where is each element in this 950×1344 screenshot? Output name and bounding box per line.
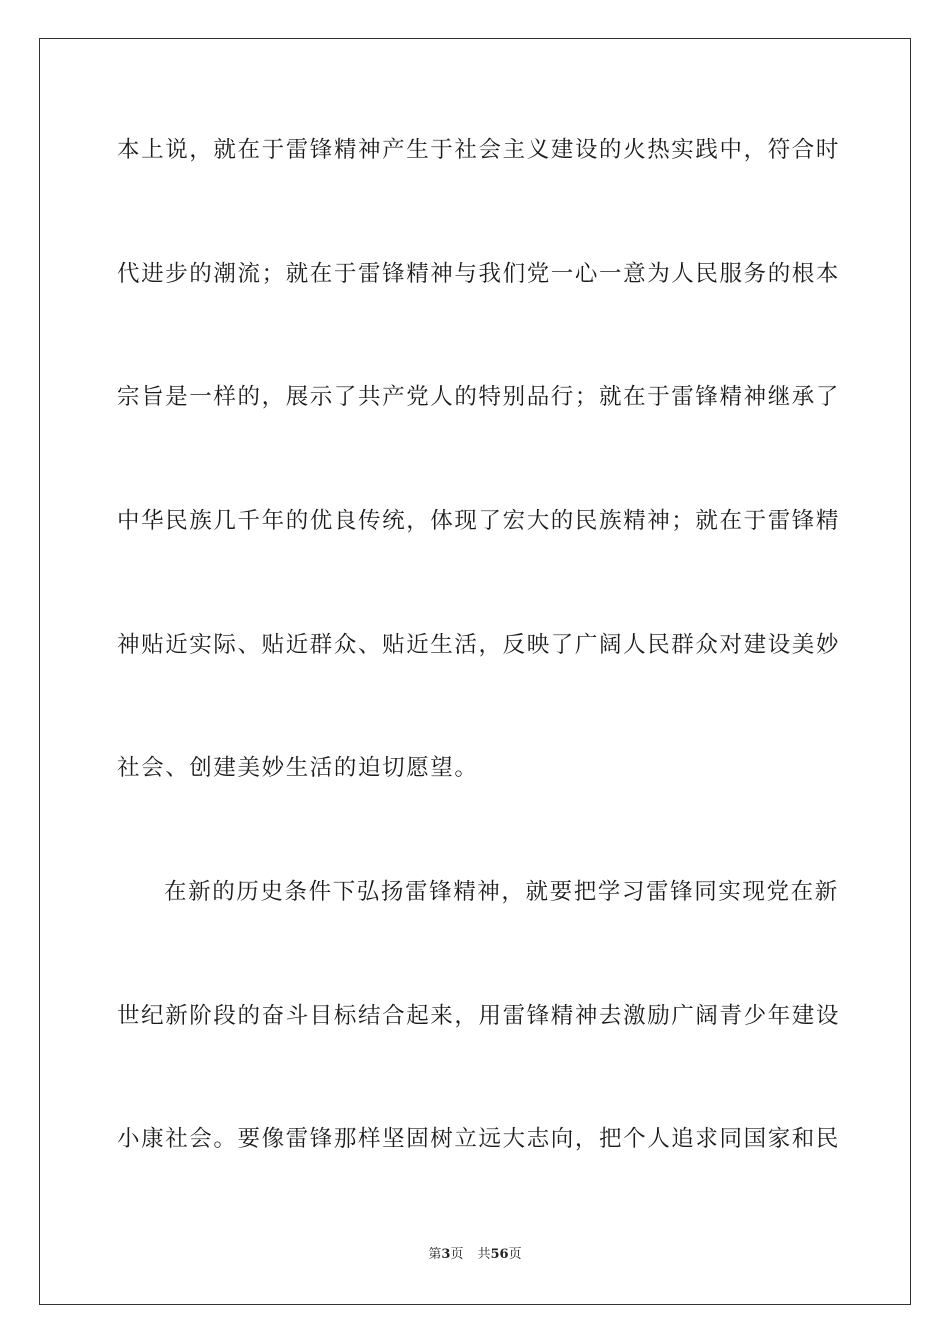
total-suffix: 页 <box>508 1247 522 1262</box>
page-number: 3 <box>441 1247 451 1262</box>
paragraph-first-line: 在新的历史条件下弘扬雷锋精神，就要把学习雷锋同实现党在新 <box>164 879 839 905</box>
body-text-line: 神贴近实际、贴近群众、贴近生活，反映了广阔人民群众对建设美妙 <box>117 632 841 658</box>
page-prefix: 第 <box>428 1247 442 1262</box>
body-text-line: 小康社会。要像雷锋那样坚固树立远大志向，把个人追求同国家和民 <box>117 1126 841 1152</box>
body-text-line: 世纪新阶段的奋斗目标结合起来，用雷锋精神去激励广阔青少年建设 <box>117 1003 841 1029</box>
page-border <box>39 38 911 1305</box>
total-pages: 56 <box>490 1247 509 1262</box>
body-text-line: 宗旨是一样的，展示了共产党人的特别品行；就在于雷锋精神继承了 <box>117 384 841 410</box>
page-footer <box>0 1246 950 1264</box>
body-text-line: 本上说，就在于雷锋精神产生于社会主义建设的火热实践中，符合时 <box>117 137 841 163</box>
body-text-line: 社会、创建美妙生活的迫切愿望。 <box>117 755 479 781</box>
page-suffix: 页 <box>450 1247 464 1262</box>
body-text-line: 中华民族几千年的优良传统，体现了宏大的民族精神；就在于雷锋精 <box>117 508 841 534</box>
body-text-line: 代进步的潮流；就在于雷锋精神与我们党一心一意为人民服务的根本 <box>117 261 841 287</box>
total-prefix: 共 <box>477 1247 491 1262</box>
